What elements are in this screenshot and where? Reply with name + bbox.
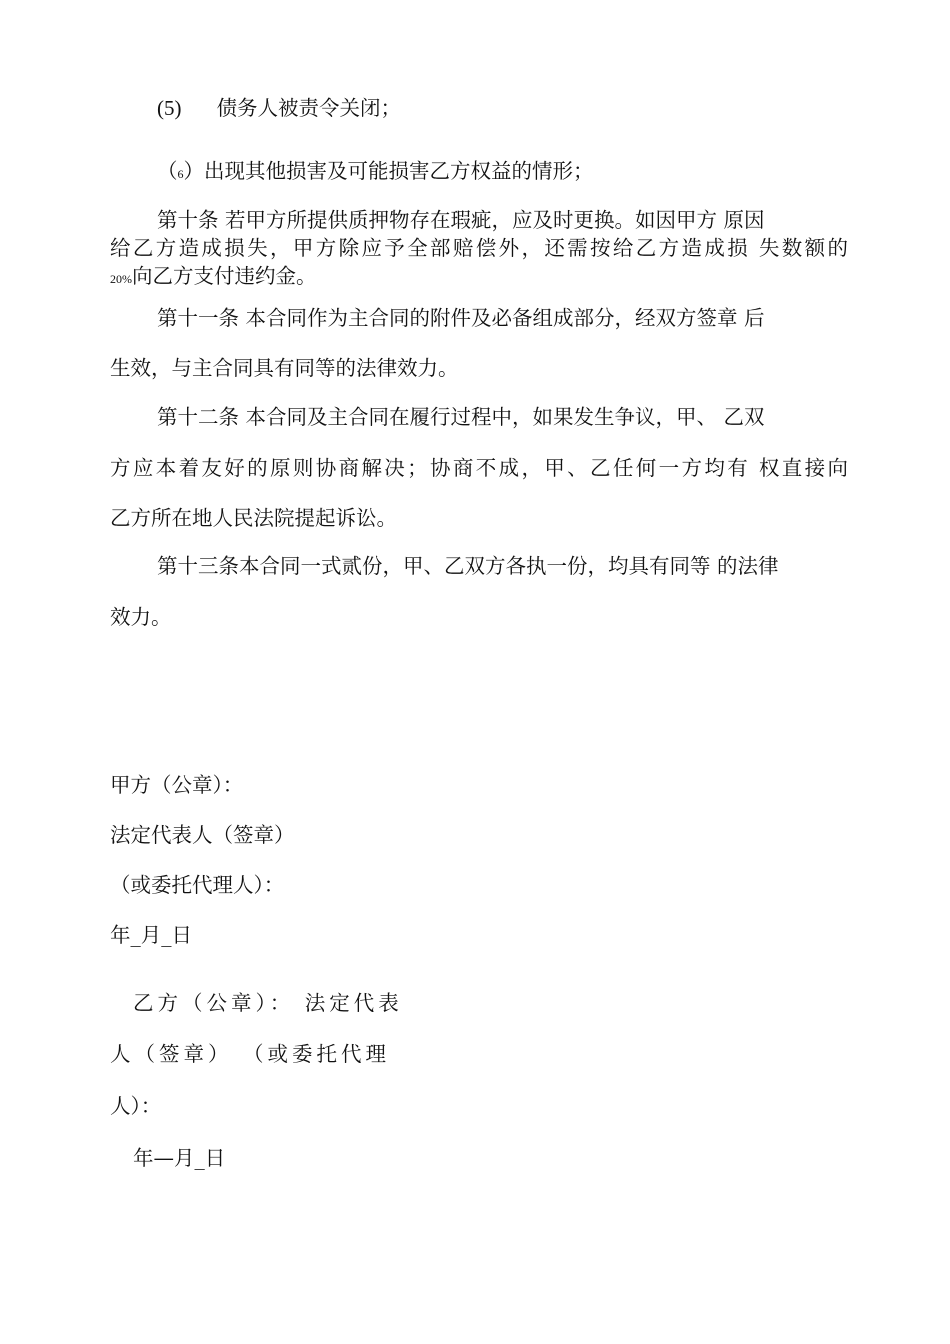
article-10-line-1: 第十条 若甲方所提供质押物存在瑕疵，应及时更换。如因甲方 原因 (157, 208, 765, 232)
party-b-line-3: 人）： (110, 1094, 162, 1118)
article-11-line-1: 第十一条 本合同作为主合同的附件及必备组成部分，经双方签章 后 (157, 306, 765, 330)
article-10-line-2: 给乙方造成损失，甲方除应予全部赔偿外，还需按给乙方造成损 失数额的 (110, 236, 848, 260)
item-5-number: (5) (157, 96, 182, 120)
article-12-line-1: 第十二条 本合同及主合同在履行过程中，如果发生争议，甲、 乙双 (157, 405, 765, 429)
item-6-text: ）出现其他损害及可能损害乙方权益的情形； (183, 159, 594, 183)
party-a-agent: （或委托代理人）： (110, 873, 285, 897)
article-13-line-2: 效力。 (110, 605, 172, 629)
party-b-date: 年—月_日 (133, 1146, 226, 1170)
party-b-line-1: 乙方（公章）： 法定代表 (133, 991, 403, 1015)
item-6-number: 6 (177, 167, 184, 181)
party-a-legal-rep: 法定代表人（签章） (110, 823, 295, 847)
party-a-seal: 甲方（公章）： (110, 773, 244, 797)
penalty-percentage: 20% (110, 272, 132, 286)
item-5-text: 债务人被责令关闭； (216, 96, 402, 120)
item-6-open-paren: （ (157, 159, 178, 183)
article-10-line-3 (110, 262, 317, 293)
article-13-line-1: 第十三条本合同一式贰份，甲、乙双方各执一份，均具有同等 的法律 (157, 554, 779, 578)
item-5 (157, 94, 401, 122)
party-a-date: 年_月_日 (110, 923, 192, 947)
article-10-line-3-text: 向乙方支付违约金。 (132, 264, 317, 288)
article-12-line-3: 乙方所在地人民法院提起诉讼。 (110, 506, 397, 530)
article-12-line-2: 方应本着友好的原则协商解决；协商不成，甲、乙任何一方均有 权直接向 (110, 456, 848, 480)
item-6 (157, 157, 594, 188)
party-b-line-2: 人（签章） （或委托代理 (110, 1042, 391, 1066)
article-11-line-2: 生效，与主合同具有同等的法律效力。 (110, 356, 459, 380)
